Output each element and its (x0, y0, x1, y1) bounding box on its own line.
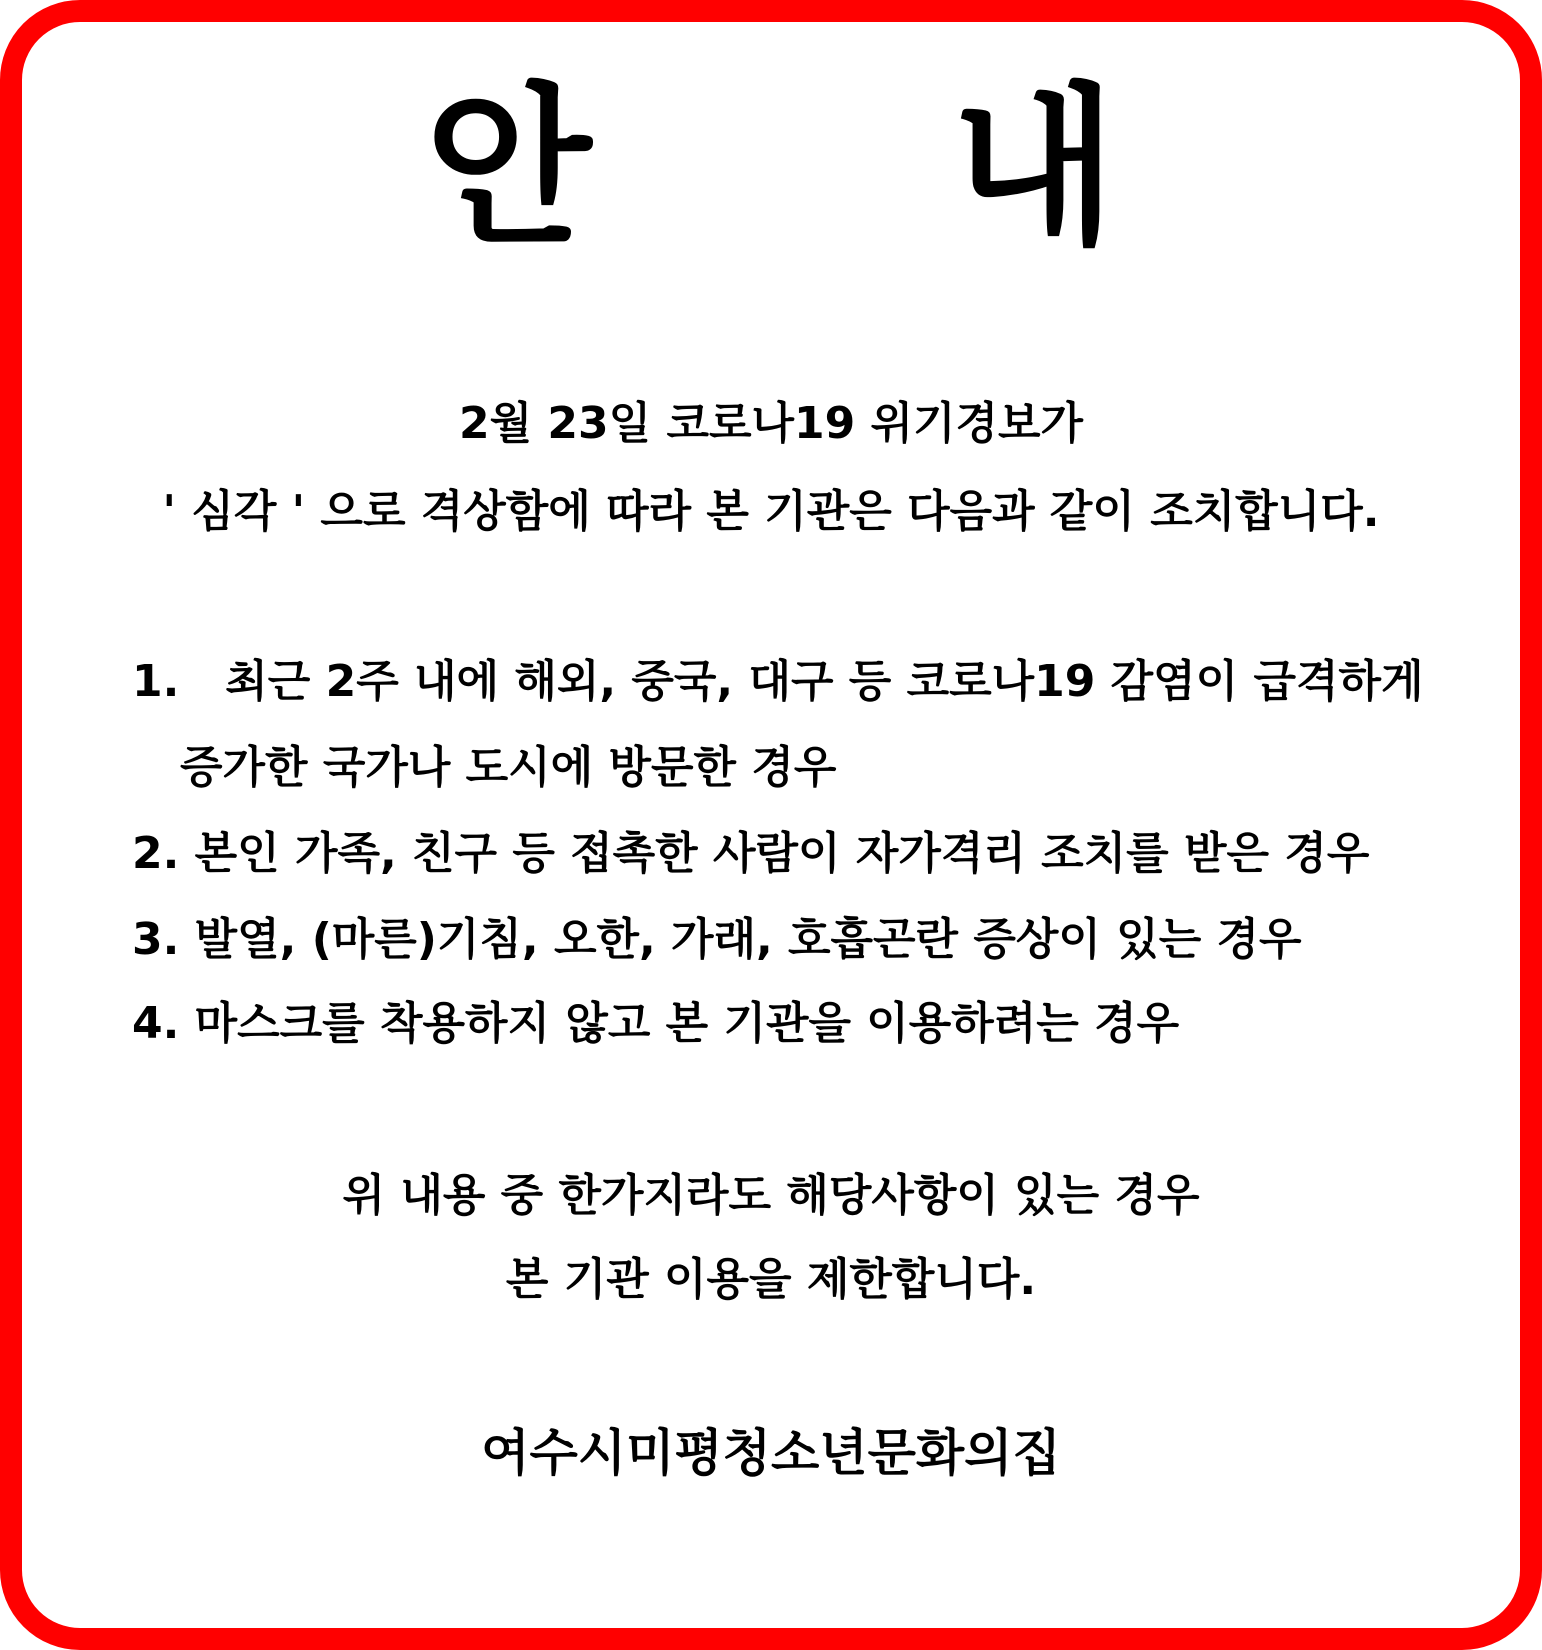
list-item-3: 3. 발열, (마른)기침, 오한, 가래, 호흡곤란 증상이 있는 경우 (132, 914, 1302, 965)
list-item-4: 4. 마스크를 착용하지 않고 본 기관을 이용하려는 경우 (132, 998, 1180, 1049)
intro-line-1: 2월 23일 코로나19 위기경보가 (458, 398, 1084, 449)
intro-line-2: ' 심각 ' 으로 격상함에 따라 본 기관은 다음과 같이 조치합니다. (162, 486, 1380, 537)
list-item-1: 1. 최근 2주 내에 해외, 중국, 대구 등 코로나19 감염이 급격하게 (132, 656, 1424, 707)
list-item-1-continued: 증가한 국가나 도시에 방문한 경우 (180, 742, 837, 793)
closing-line-2: 본 기관 이용을 제한합니다. (505, 1254, 1037, 1305)
closing-line-1: 위 내용 중 한가지라도 해당사항이 있는 경우 (342, 1170, 1200, 1221)
organization-name: 여수시미평청소년문화의집 (481, 1424, 1061, 1482)
notice-title: 안 내 (425, 67, 1117, 268)
list-item-2: 2. 본인 가족, 친구 등 접촉한 사람이 자가격리 조치를 받은 경우 (132, 828, 1370, 879)
